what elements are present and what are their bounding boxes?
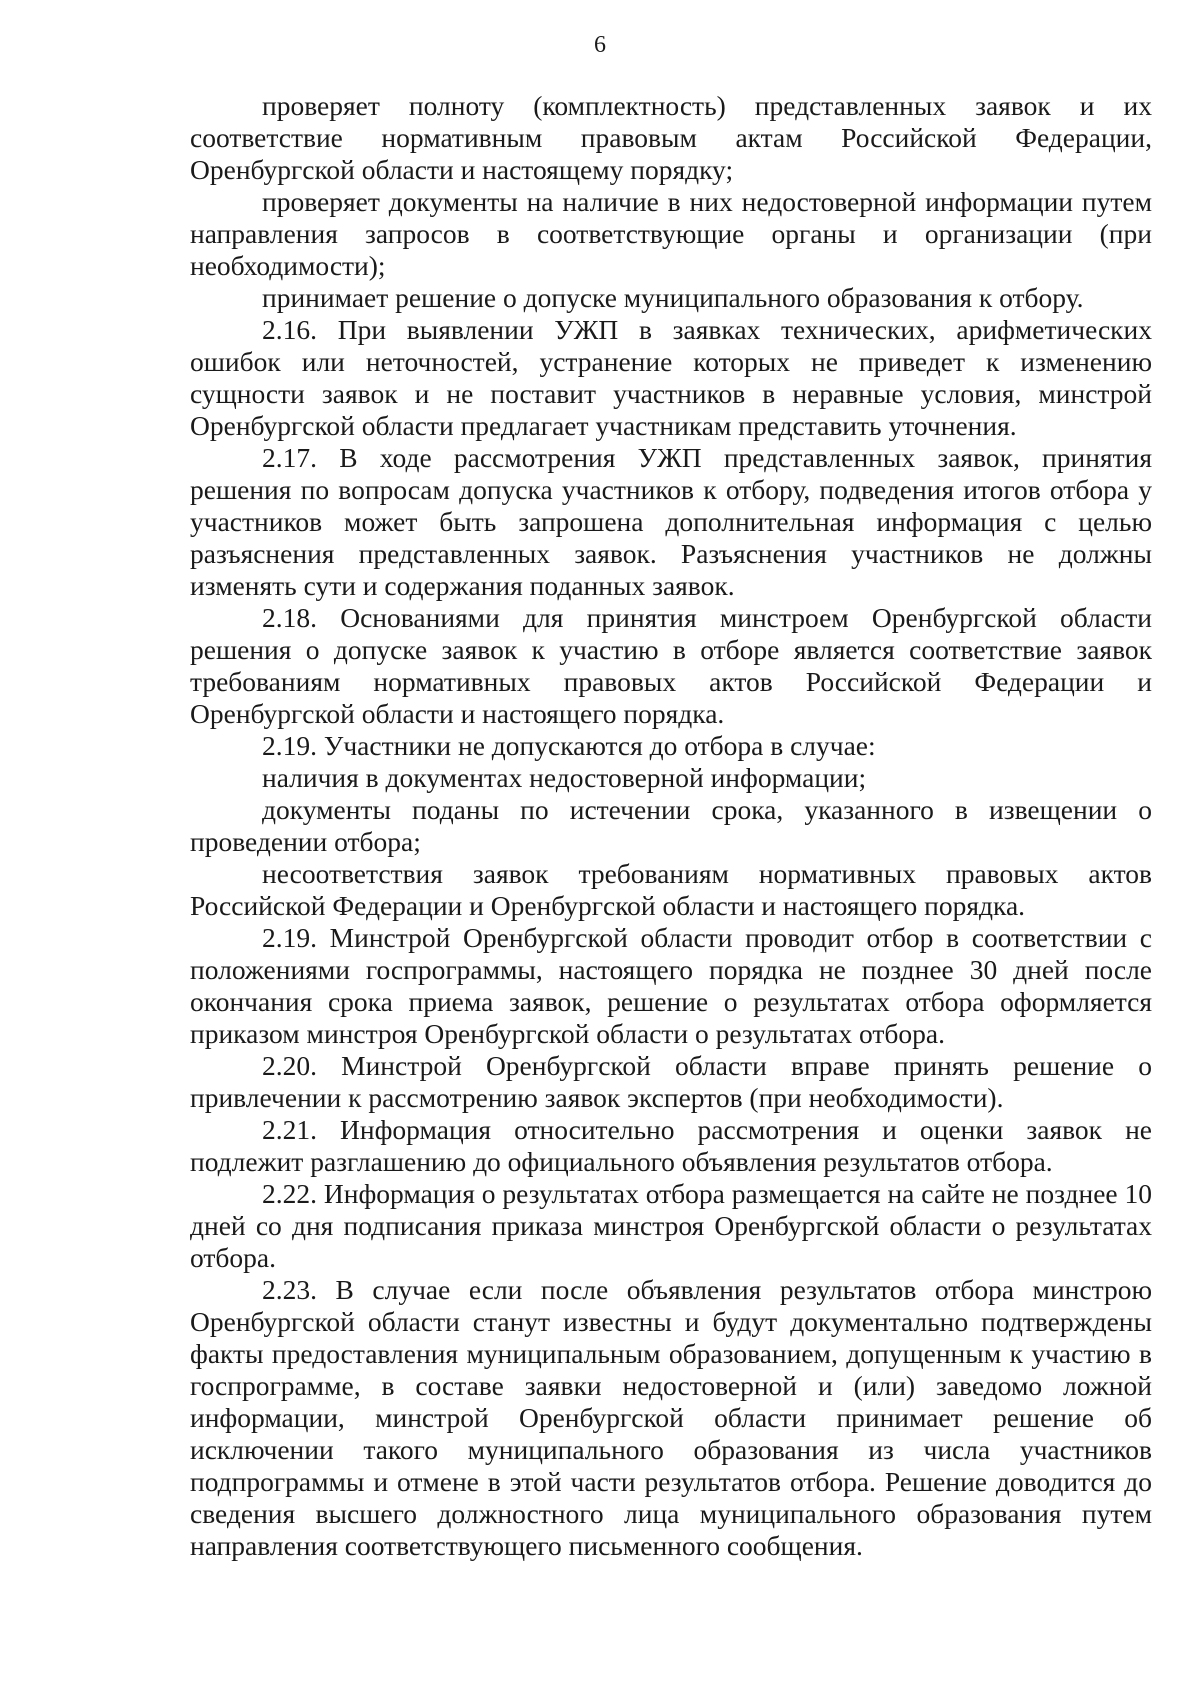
- paragraph: 2.21. Информация относительно рассмотрения и оценки заявок не подлежит разглашению до официального объявления результатов отбора.: [190, 1114, 1152, 1177]
- paragraph: 2.19. Минстрой Оренбургской области проводит отбор в соответствии с положениями госпрограммы, настоящего порядка не позднее 30 дней после окончания срока приема заявок, решение о результатах отбора оформляется приказом минстроя Оренбургской области о результатах отбора.: [190, 922, 1152, 1049]
- paragraph: 2.18. Основаниями для принятия минстроем Оренбургской области решения о допуске заявок к участию в отборе является соответствие заявок требованиям нормативных правовых актов Российской Федерации и Оренбургской области и настоящего порядка.: [190, 602, 1152, 729]
- paragraph: наличия в документах недостоверной информации;: [262, 762, 867, 793]
- paragraph: 2.17. В ходе рассмотрения УЖП представленных заявок, принятия решения по вопросам допуска участников к отбору, подведения итогов отбора у участников может быть запрошена дополнительная информация с целью разъяснения представленных заявок. Разъяснения участников не должны изменять сути и содержания поданных заявок.: [190, 442, 1152, 601]
- paragraph: 2.22. Информация о результатах отбора размещается на сайте не позднее 10 дней со дня подписания приказа минстроя Оренбургской области о результатах отбора.: [190, 1178, 1152, 1273]
- paragraph: 2.20. Минстрой Оренбургской области вправе принять решение о привлечении к рассмотрению заявок экспертов (при необходимости).: [190, 1050, 1152, 1113]
- paragraph: проверяет документы на наличие в них недостоверной информации путем направления запросов в соответствующие органы и организации (при необходимости);: [190, 186, 1152, 281]
- document-body: [190, 90, 1152, 1562]
- paragraph: проверяет полноту (комплектность) представленных заявок и их соответствие нормативным правовым актам Российской Федерации, Оренбургской области и настоящему порядку;: [190, 90, 1152, 185]
- paragraph: принимает решение о допуске муниципального образования к отбору.: [262, 282, 1084, 313]
- page-number: 6: [594, 32, 606, 58]
- paragraph: документы поданы по истечении срока, указанного в извещении о проведении отбора;: [190, 794, 1152, 857]
- paragraph: 2.19. Участники не допускаются до отбора в случае:: [262, 730, 876, 761]
- paragraph: 2.23. В случае если после объявления результатов отбора минстрою Оренбургской области станут известны и будут документально подтверждены факты предоставления муниципальным образованием, допущенным к участию в госпрограмме, в составе заявки недостоверной и (или) заведомо ложной информации, минстрой Оренбургской области принимает решение об исключении такого муниципального образования из числа участников подпрограммы и отмене в этой части результатов отбора. Решение доводится до сведения высшего должностного лица муниципального образования путем направления соответствующего письменного сообщения.: [190, 1274, 1152, 1561]
- paragraph: несоответствия заявок требованиям нормативных правовых актов Российской Федерации и Оренбургской области и настоящего порядка.: [190, 858, 1152, 921]
- paragraph: 2.16. При выявлении УЖП в заявках технических, арифметических ошибок или неточностей, устранение которых не приведет к изменению сущности заявок и не поставит участников в неравные условия, минстрой Оренбургской области предлагает участникам представить уточнения.: [190, 314, 1152, 441]
